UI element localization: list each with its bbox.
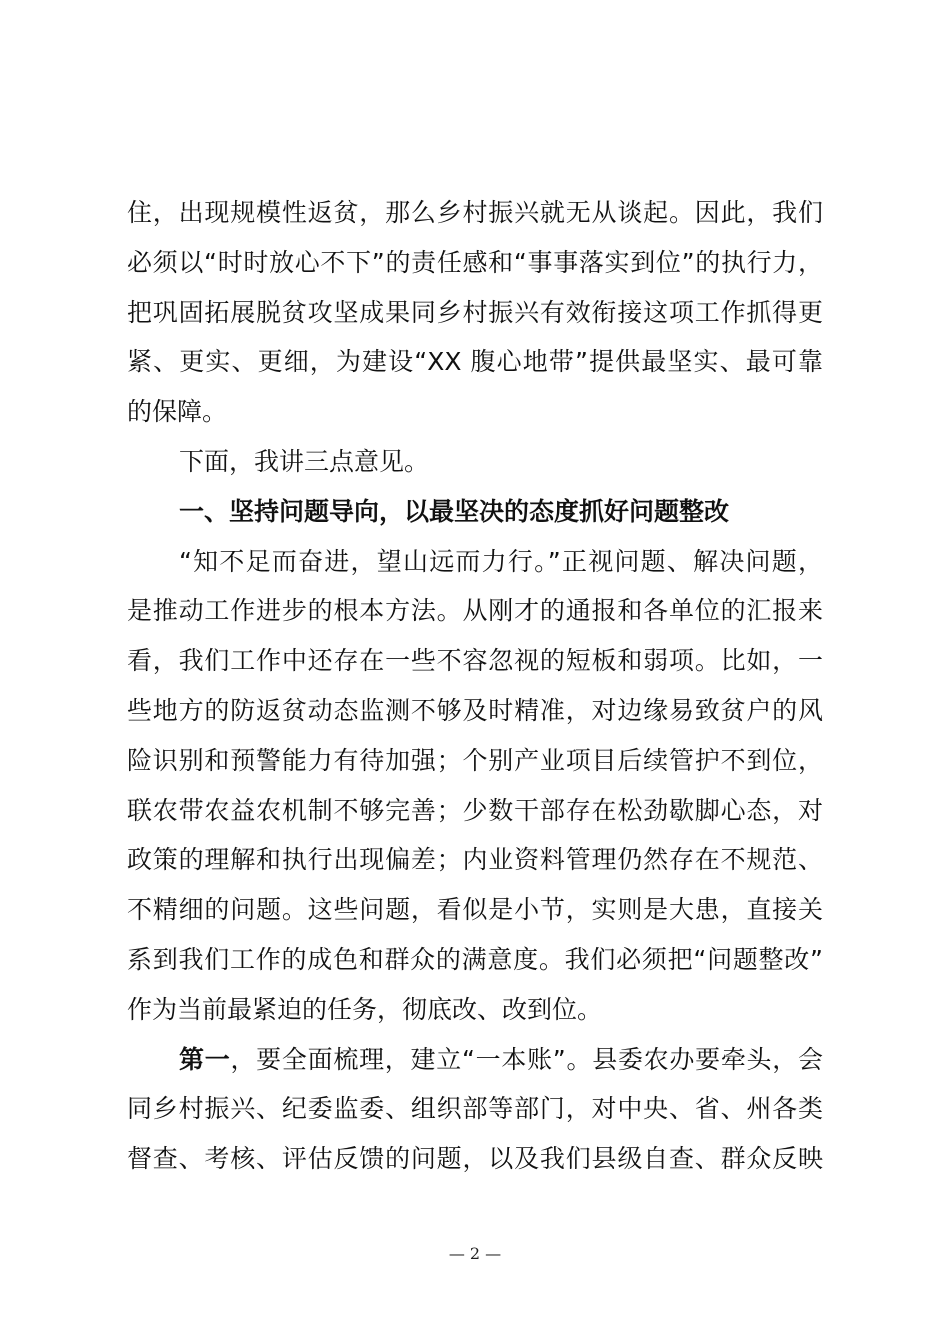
line-text: ，要全面梳理，建立“一本账”。县委农办要牵头，会 [230, 1044, 823, 1074]
text-line [127, 437, 823, 487]
paragraph [127, 188, 823, 437]
line-text: 险识别和预警能力有待加强；个别产业项目后续管护不到位， [127, 745, 823, 775]
line-text: 必须以“时时放心不下”的责任感和“事事落实到位”的执行力， [127, 247, 823, 277]
text-line [127, 586, 823, 636]
text-line [127, 1134, 823, 1184]
line-text: “知不足而奋进，望山远而力行。”正视问题、解决问题， [179, 546, 823, 576]
text-line [127, 786, 823, 836]
line-text: 是推动工作进步的根本方法。从刚才的通报和各单位的汇报来 [127, 596, 823, 626]
paragraph [127, 1035, 823, 1184]
lead-phrase: 第一 [179, 1044, 231, 1074]
line-text: 紧、更实、更细，为建设“XX 腹心地带”提供最坚实、最可靠 [127, 347, 823, 377]
text-line [127, 835, 823, 885]
paragraph [127, 437, 823, 487]
line-text: 系到我们工作的成色和群众的满意度。我们必须把“问题整改” [127, 944, 823, 974]
line-text: 些地方的防返贫动态监测不够及时精准，对边缘易致贫户的风 [127, 695, 823, 725]
line-text: 政策的理解和执行出现偏差；内业资料管理仍然存在不规范、 [127, 845, 823, 875]
text-line [127, 537, 823, 587]
text-line [127, 188, 823, 238]
paragraph [127, 537, 823, 1035]
line-text: 联农带农益农机制不够完善；少数干部存在松劲歇脚心态，对 [127, 795, 823, 825]
line-text: 住，出现规模性返贫，那么乡村振兴就无从谈起。因此，我们 [127, 198, 823, 227]
line-text: 下面，我讲三点意见。 [179, 446, 430, 476]
line-text: 一、坚持问题导向，以最坚决的态度抓好问题整改 [179, 496, 730, 526]
line-text: 督查、考核、评估反馈的问题，以及我们县级自查、群众反映 [127, 1144, 823, 1174]
line-text: 把巩固拓展脱贫攻坚成果同乡村振兴有效衔接这项工作抓得更 [127, 297, 823, 327]
text-line [127, 337, 823, 387]
text-line [127, 736, 823, 786]
page-number: — 2 — [448, 1244, 502, 1263]
line-text: 不精细的问题。这些问题，看似是小节，实则是大患，直接关 [127, 895, 823, 925]
text-line [127, 686, 823, 736]
text-line [127, 1084, 823, 1134]
text-line [127, 387, 823, 437]
line-text: 的保障。 [127, 397, 228, 427]
text-line [127, 1035, 823, 1085]
text-line [127, 935, 823, 985]
line-text: 同乡村振兴、纪委监委、组织部等部门，对中央、省、州各类 [127, 1094, 823, 1124]
line-text: 看，我们工作中还存在一些不容忽视的短板和弱项。比如，一 [127, 646, 823, 676]
text-line [127, 487, 823, 537]
text-line [127, 288, 823, 338]
text-line [127, 636, 823, 686]
text-line [127, 238, 823, 288]
text-line [127, 985, 823, 1035]
section-heading [127, 487, 823, 537]
text-line [127, 885, 823, 935]
line-text: 作为当前最紧迫的任务，彻底改、改到位。 [127, 994, 603, 1024]
document-body [127, 188, 823, 1184]
